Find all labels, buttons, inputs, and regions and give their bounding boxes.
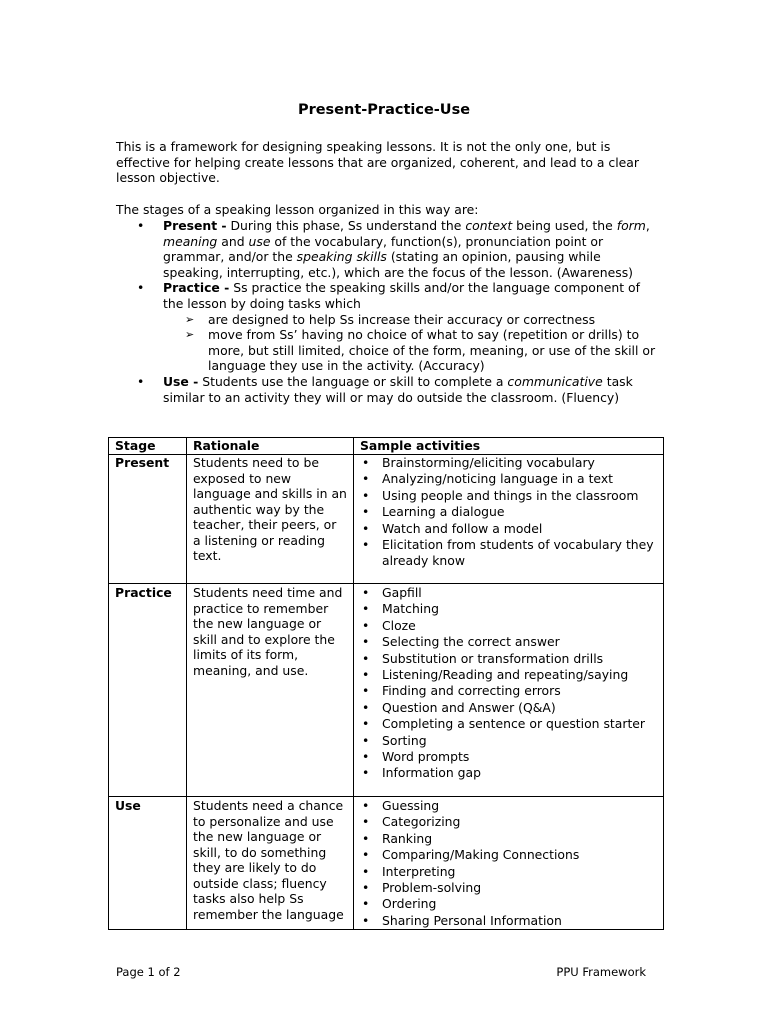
list-item: • Finding and correcting errors [360,683,657,699]
list-item: • Interpreting [360,864,657,880]
list-item: • Sorting [360,733,657,749]
stage-use-item: • Use - Students use the language or skill to complete a communicative task similar to an activity they will or may do outside the classroom. (Fluency) [116,374,656,405]
list-item: • Substitution or transformation drills [360,651,657,667]
list-item: • Guessing [360,798,657,814]
list-item: • Cloze [360,618,657,634]
stages-list [116,218,656,405]
list-item: • Selecting the correct answer [360,634,657,650]
stage-practice-label: Practice - [163,280,230,296]
header-stage: Stage [109,438,187,455]
list-item: • Elicitation from students of vocabulary they already know [360,537,657,570]
list-item: • Information gap [360,765,657,781]
list-item: • Completing a sentence or question starter [360,716,657,732]
list-item: • Gapfill [360,585,657,601]
list-item: • Learning a dialogue [360,504,657,520]
header-rationale: Rationale [187,438,354,455]
list-item: • Comparing/Making Connections [360,847,657,863]
activities-cell [354,455,664,584]
list-item: • Question and Answer (Q&A) [360,700,657,716]
list-item: • Matching [360,601,657,617]
rationale-cell: Students need a chance to personalize and use the new language or skill, to do something they are likely to do outside class; fluency tasks also help Ss remember the language [187,797,354,930]
list-item: • Categorizing [360,814,657,830]
ppu-table [108,437,664,930]
list-item: • Using people and things in the classroom [360,488,657,504]
activities-cell [354,797,664,930]
stage-cell: Practice [109,584,187,797]
document-name: PPU Framework [556,965,646,979]
stage-cell: Use [109,797,187,930]
table-row [109,455,664,584]
list-item: • Word prompts [360,749,657,765]
table-row [109,797,664,930]
activity-list [360,798,657,929]
stage-present-label: Present - [163,218,227,233]
activity-list [360,585,657,782]
list-item: • Watch and follow a model [360,521,657,537]
page-number: Page 1 of 2 [116,965,181,979]
stages-lead-text: The stages of a speaking lesson organized in this way are: [116,202,479,217]
rationale-cell: Students need to be exposed to new language and skills in an authentic way by the teacher, their peers, or a listening or reading text. [187,455,354,584]
list-item: • Sharing Personal Information [360,913,657,929]
list-item: • Problem-solving [360,880,657,896]
practice-sub-item: ➢ move from Ss’ having no choice of what to say (repetition or drills) to more, but still limited, choice of the form, meaning, or use of the skill or language they use in the activity. (Accuracy) [163,327,656,374]
header-activities: Sample activities [354,438,664,455]
list-item: • Listening/Reading and repeating/saying [360,667,657,683]
list-item: • Ranking [360,831,657,847]
stage-practice-item: • Practice - Ss practice the speaking skills and/or the language component of the lesson by doing tasks which ➢ are designed to help Ss increase their accuracy or correctness ➢ move from Ss’ having no choice of what to say (repetition or drills) to more, but still limited, choice of the form, meaning, or use of the skill or language they use in the activity. (Accuracy) [116,280,656,374]
list-item: • Analyzing/noticing language in a text [360,471,657,487]
stage-cell: Present [109,455,187,584]
stage-use-label: Use - [163,373,199,389]
rationale-cell: Students need time and practice to remember the new language or skill and to explore the limits of its form, meaning, and use. [187,584,354,797]
intro-paragraph: This is a framework for designing speaking lessons. It is not the only one, but is effective for helping create lessons that are organized, coherent, and lead to a clear lesson objective. [116,139,639,186]
practice-sub-list [163,312,656,374]
list-item: • Ordering [360,896,657,912]
stage-present-item: • Present - During this phase, Ss understand the context being used, the form, meaning and use of the vocabulary, function(s), pronunciation point or grammar, and/or the speaking skills (stating an opinion, pausing while speaking, interrupting, etc.), which are the focus of the lesson. (Awareness) [116,218,656,280]
list-item: • Brainstorming/eliciting vocabulary [360,455,657,471]
activities-cell [354,584,664,797]
activity-list [360,455,657,570]
table-row [109,584,664,797]
practice-sub-item: ➢ are designed to help Ss increase their accuracy or correctness [163,312,656,328]
table-header-row [109,438,664,455]
page-title: Present-Practice-Use [297,102,471,118]
